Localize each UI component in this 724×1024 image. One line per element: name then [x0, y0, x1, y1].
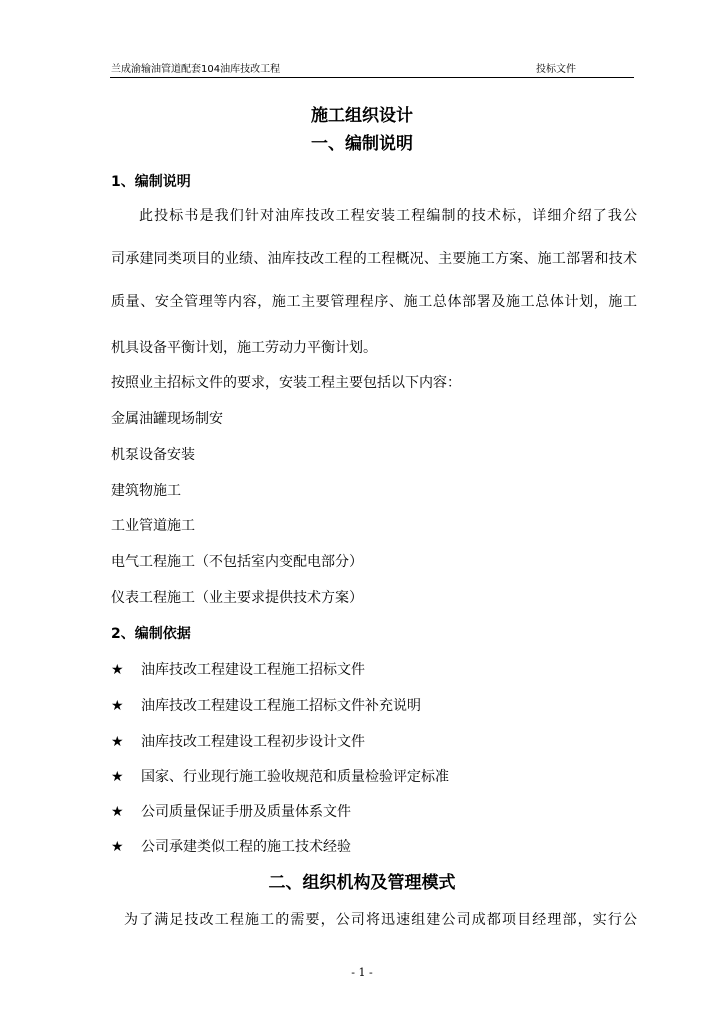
- basis-list-item: [111, 838, 351, 856]
- paragraph-line: 司承建同类项目的业绩、油库技改工程的工程概况、主要施工方案、施工部署和技术: [111, 251, 637, 267]
- star-bullet-icon: ★: [111, 839, 124, 855]
- basis-item-text: 油库技改工程建设工程初步设计文件: [141, 734, 365, 750]
- paragraph-line: 为了满足技改工程施工的需要，公司将迅速组建公司成都项目经理部，实行公: [124, 912, 637, 928]
- basis-list-item: [111, 803, 351, 821]
- paragraph-line: 此投标书是我们针对油库技改工程安装工程编制的技术标，详细介绍了我公: [139, 208, 637, 224]
- basis-list-item: [111, 661, 365, 679]
- star-bullet-icon: ★: [111, 804, 124, 820]
- star-bullet-icon: ★: [111, 662, 124, 678]
- scope-item: 金属油罐现场制安: [111, 411, 223, 427]
- paragraph: 按照业主招标文件的要求，安装工程主要包括以下内容：: [111, 375, 461, 391]
- basis-item-text: 油库技改工程建设工程施工招标文件补充说明: [141, 698, 421, 714]
- subsection-heading-1: 1、编制说明: [111, 174, 191, 190]
- document-title: 施工组织设计: [311, 106, 413, 126]
- subsection-heading-2: 2、编制依据: [111, 626, 191, 642]
- scope-item: 建筑物施工: [111, 483, 181, 499]
- basis-list-item: [111, 733, 365, 751]
- basis-list-item: [111, 768, 449, 786]
- star-bullet-icon: ★: [111, 698, 124, 714]
- section-heading-1: 一、编制说明: [311, 134, 413, 154]
- paragraph-line: 质量、安全管理等内容，施工主要管理程序、施工总体部署及施工总体计划，施工: [111, 294, 637, 310]
- header-rule: [110, 77, 634, 78]
- basis-item-text: 公司质量保证手册及质量体系文件: [141, 804, 351, 820]
- page-number: - 1 -: [351, 966, 373, 979]
- scope-item: 机泵设备安装: [111, 447, 195, 463]
- section-heading-2: 二、组织机构及管理模式: [268, 873, 456, 893]
- scope-item: 工业管道施工: [111, 518, 195, 534]
- star-bullet-icon: ★: [111, 734, 124, 750]
- paragraph-line: 机具设备平衡计划，施工劳动力平衡计划。: [111, 340, 377, 356]
- basis-item-text: 国家、行业现行施工验收规范和质量检验评定标准: [141, 769, 449, 785]
- star-bullet-icon: ★: [111, 769, 124, 785]
- scope-item: 电气工程施工（不包括室内变配电部分）: [111, 554, 363, 570]
- header-doc-type: 投标文件: [536, 64, 576, 75]
- basis-list-item: [111, 697, 421, 715]
- header-project-name: 兰成渝输油管道配套104油库技改工程: [111, 64, 281, 75]
- basis-item-text: 公司承建类似工程的施工技术经验: [141, 839, 351, 855]
- scope-item: 仪表工程施工（业主要求提供技术方案）: [111, 590, 363, 606]
- basis-item-text: 油库技改工程建设工程施工招标文件: [141, 662, 365, 678]
